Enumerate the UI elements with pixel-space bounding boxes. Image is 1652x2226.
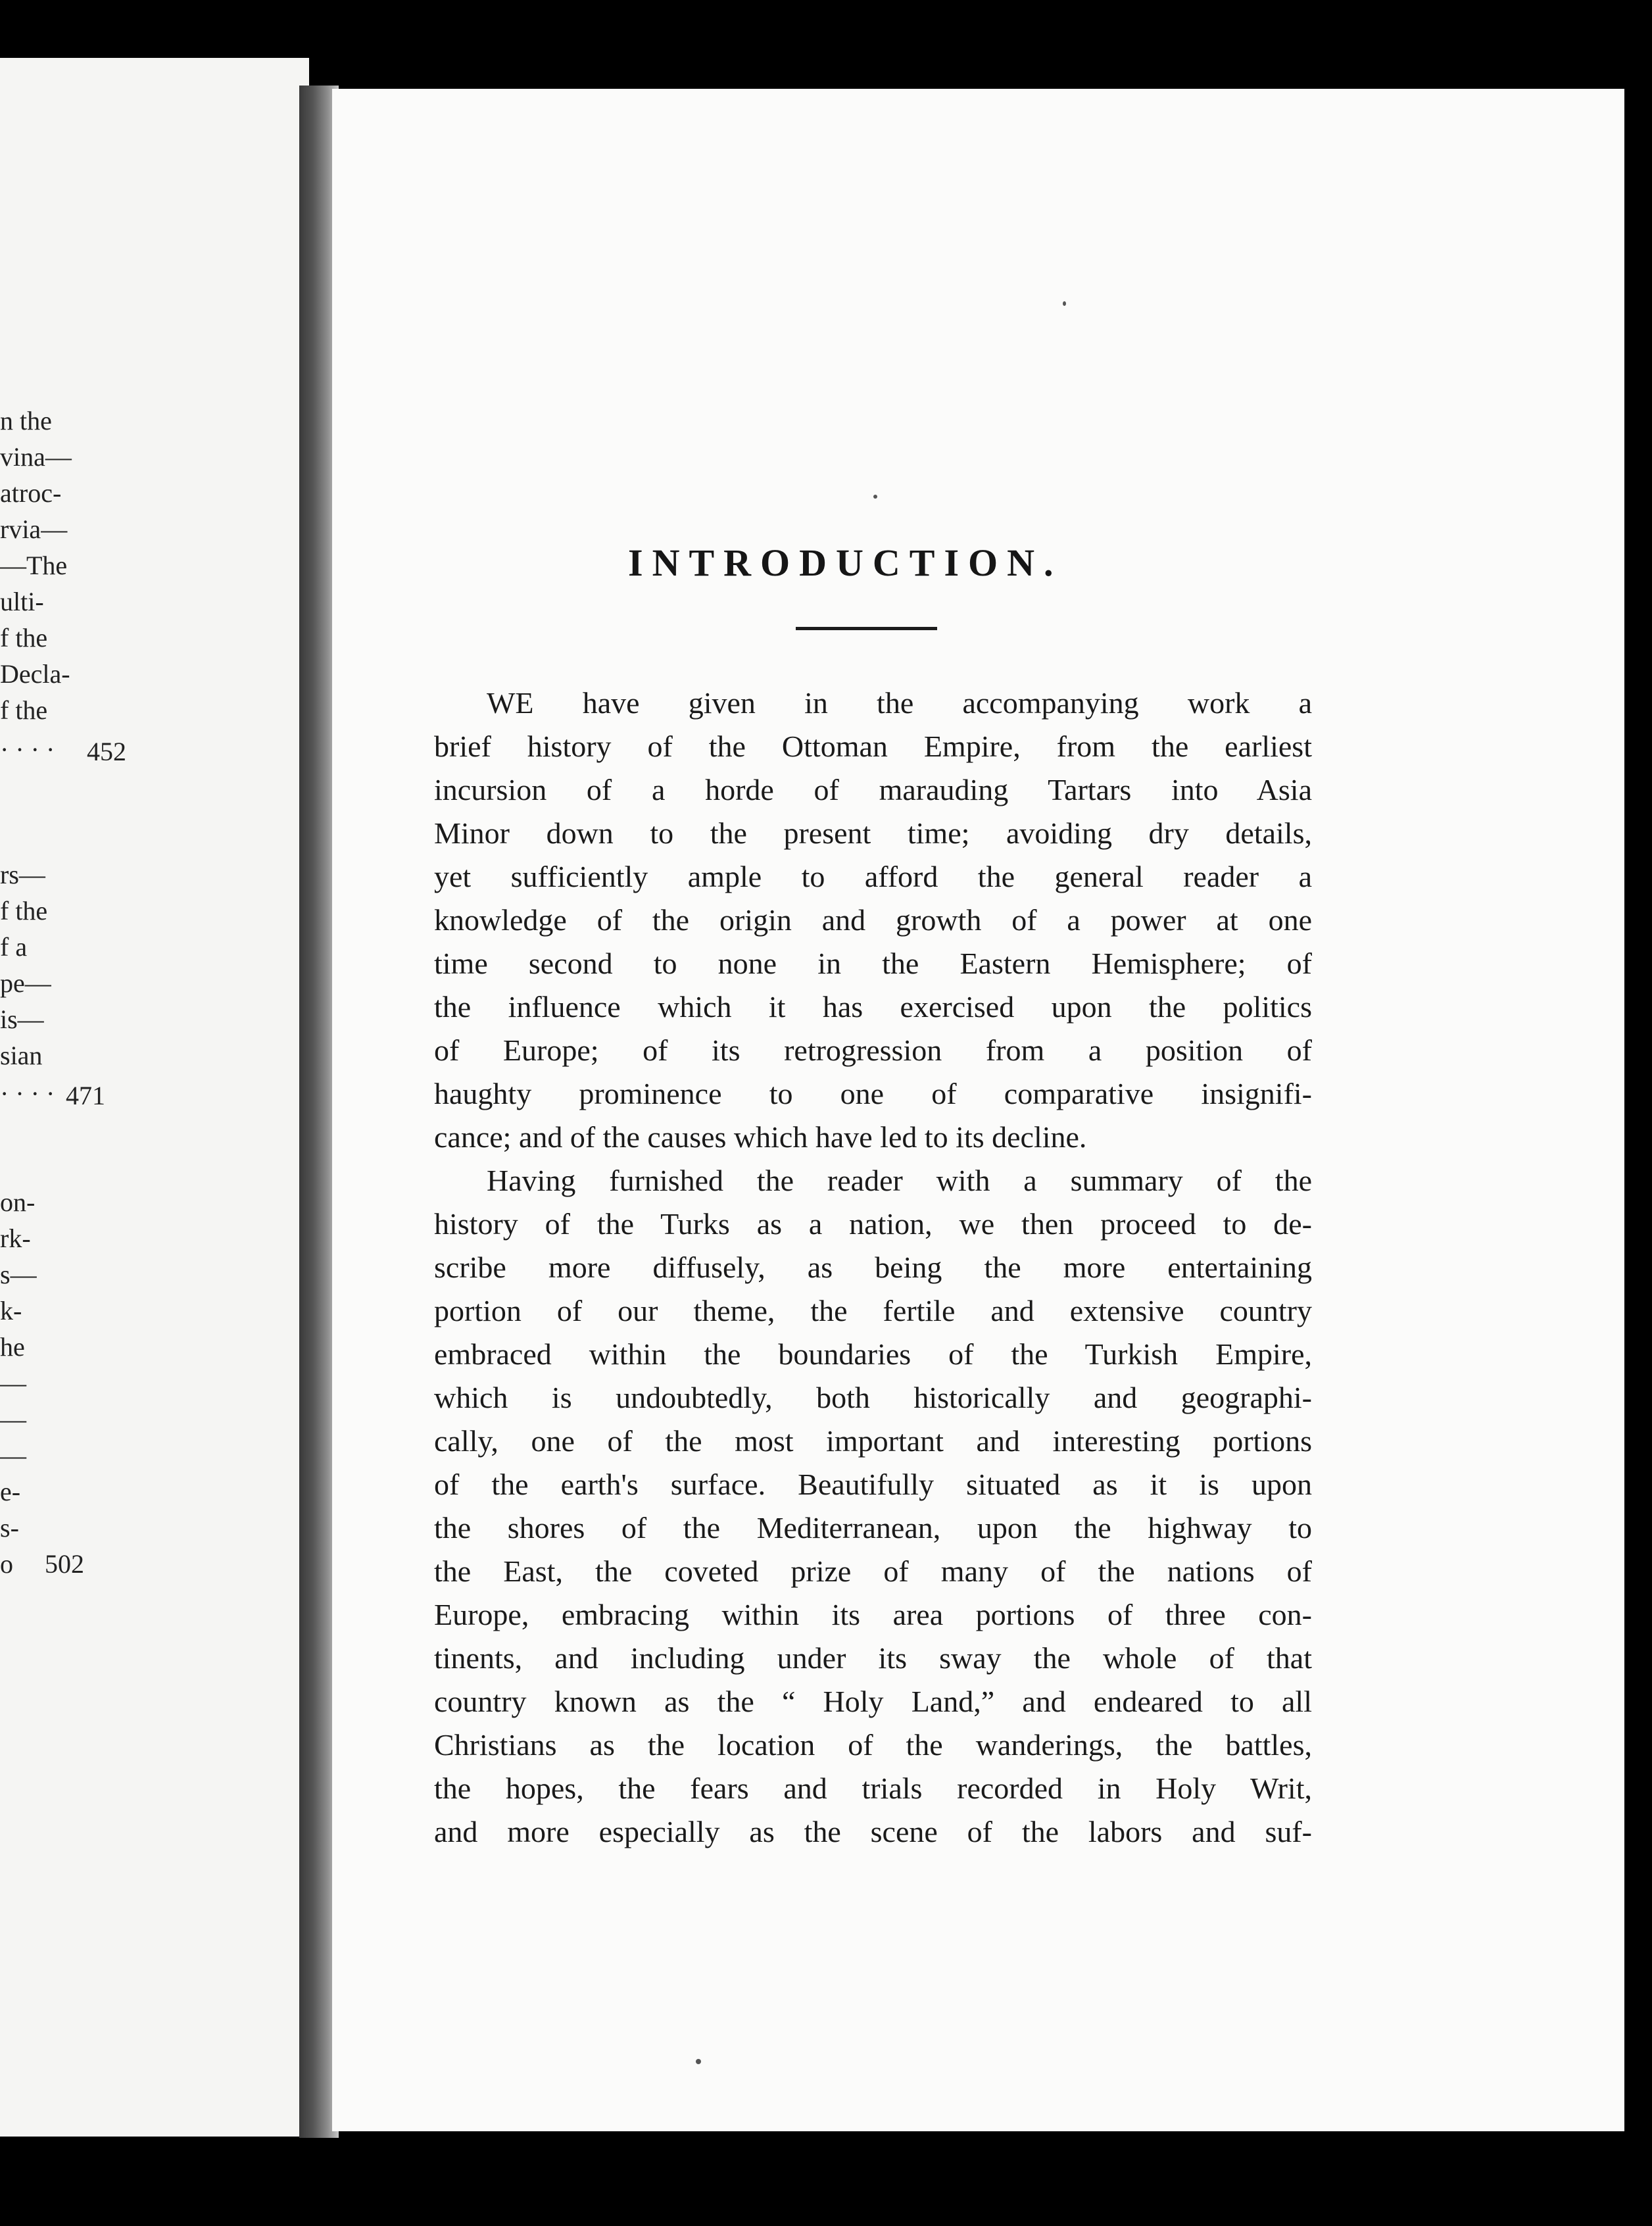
text-line: haughty prominence to one of comparative insignifi- [434,1077,1312,1110]
left-line: on- [0,1187,36,1217]
text-line: incursion of a horde of marauding Tartars into Asia [434,773,1312,806]
text-line: embraced within the boundaries of the Turkish Empire, [434,1337,1312,1371]
text-line: scribe more diffusely, as being the more entertaining [434,1250,1312,1284]
text-line: which is undoubtedly, both historically and geographi- [434,1381,1312,1414]
left-leader-dots: · · · · [0,1079,55,1108]
left-line: n the [0,406,52,435]
text-line: yet sufficiently ample to afford the general reader a [434,860,1312,893]
text-line: of the earth's surface. Beautifully situated as it is upon [434,1468,1312,1501]
left-line: o [0,1549,13,1579]
text-line: the influence which it has exercised upon the politics [434,990,1312,1024]
text-line: Having furnished the reader with a summary of the [487,1164,1312,1197]
text-line: portion of our theme, the fertile and extensive country [434,1294,1312,1327]
text-line: and more especially as the scene of the labors and suf- [434,1815,1312,1848]
left-line: — [0,1441,26,1470]
text-line: the hopes, the fears and trials recorded in Holy Writ, [434,1771,1312,1805]
paper-speck [1063,301,1066,306]
left-line: is— [0,1004,44,1034]
text-line: Europe, embracing within its area portions of three con- [434,1598,1312,1631]
left-line: pe— [0,968,51,998]
left-line: — [0,1368,26,1398]
text-line: brief history of the Ottoman Empire, from the earliest [434,730,1312,763]
left-line: f the [0,695,48,725]
body-text [434,681,1312,1854]
text-line: knowledge of the origin and growth of a power at one [434,903,1312,937]
left-line: rk- [0,1224,31,1253]
left-line: k- [0,1296,22,1325]
left-line: s— [0,1260,37,1289]
left-line: s- [0,1513,19,1543]
left-leader-dots: · · · · [0,735,55,764]
text-line: the shores of the Mediterranean, upon the highway to [434,1511,1312,1545]
left-line: e- [0,1477,21,1506]
left-line: f the [0,623,48,653]
left-line: rs— [0,860,45,889]
paper-speck [696,2059,701,2064]
text-line: time second to none in the Eastern Hemisphere; of [434,947,1312,980]
text-line: history of the Turks as a nation, we then proceed to de- [434,1207,1312,1241]
left-page-fragment [0,58,309,2137]
left-line: f a [0,932,28,962]
left-line: sian [0,1041,43,1070]
text-line: Minor down to the present time; avoiding dry details, [434,816,1312,850]
left-line: atroc- [0,478,62,508]
text-line: country known as the “ Holy Land,” and endeared to all [434,1685,1312,1718]
paper-speck [873,495,877,499]
text-line: WE have given in the accompanying work a [487,686,1312,720]
left-line: he [0,1332,25,1362]
left-line: vina— [0,442,72,472]
left-line: rvia— [0,514,68,544]
page-number-ref: 452 [87,737,126,766]
text-line: Christians as the location of the wanderings, the battles, [434,1728,1312,1762]
left-line: ulti- [0,587,44,616]
text-line: the East, the coveted prize of many of the nations of [434,1554,1312,1588]
page-number-ref: 471 [66,1081,105,1110]
text-line: cance; and of the causes which have led to its decline. [434,1120,1087,1154]
left-line: —The [0,551,68,580]
text-line: tinents, and including under its sway the whole of that [434,1641,1312,1675]
chapter-title: INTRODUCTION. [628,541,1063,584]
title-rule [796,627,937,630]
left-line: f the [0,896,48,926]
page-number-ref: 502 [45,1549,84,1579]
text-line: cally, one of the most important and interesting portions [434,1424,1312,1458]
left-line: Decla- [0,659,70,689]
left-line: — [0,1404,26,1434]
text-line: of Europe; of its retrogression from a position of [434,1033,1312,1067]
